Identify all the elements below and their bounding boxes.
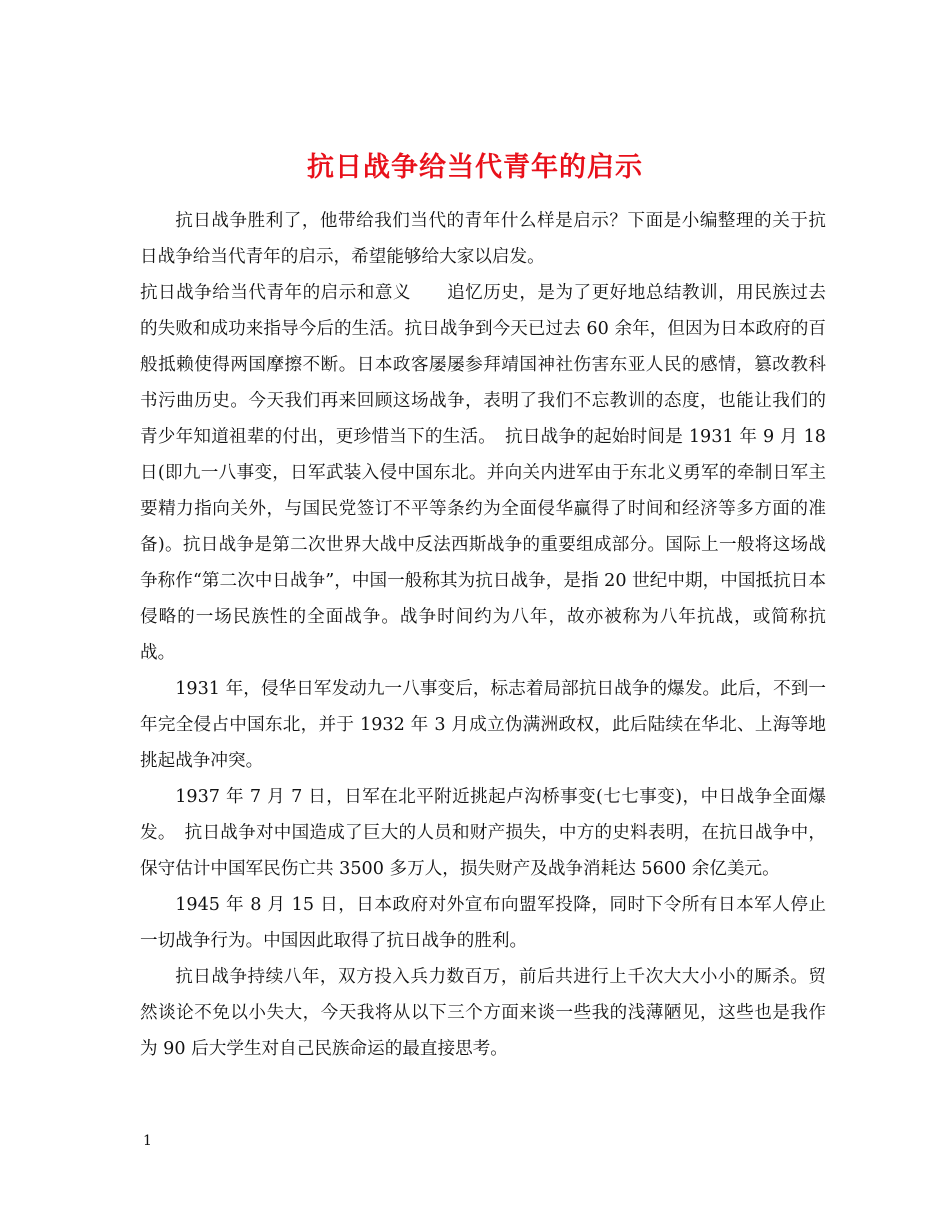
paragraph-significance: 抗日战争给当代青年的启示和意义 追忆历史，是为了更好地总结教训，用民族过去的失败和成功来指导今后的生活。抗日战争到今天已过去 60 余年，但因为日本政府的百般抵赖使得两国摩擦不断。日本政客屡屡参拜靖国神社伤害东亚人民的感情，篡改教科书污曲历史。今天我们再来回顾这场战争，表明了我们不忘教训的态度，也能让我们的青少年知道祖辈的付出，更珍惜当下的生活。 抗日战争的起始时间是 1931 年 9 月 18 日(即九一八事变，日军武装入侵中国东北。并向关内进军由于东北义勇军的牵制日军主要精力指向关外，与国民党签订不平等条约为全面侵华赢得了时间和经济等多方面的准备)。抗日战争是第二次世界大战中反法西斯战争的重要组成部分。国际上一般将这场战争称作“第二次中日战争”，中国一般称其为抗日战争，是指 20 世纪中期，中国抵抗日本侵略的一场民族性的全面战争。战争时间约为八年，故亦被称为八年抗战，或简称抗战。: [140, 283, 826, 663]
paragraph-1931: 1931 年，侵华日军发动九一八事变后，标志着局部抗日战争的爆发。此后，不到一年完全侵占中国东北，并于 1932 年 3 月成立伪满洲政权，此后陆续在华北、上海等地挑起战争冲突。: [140, 679, 826, 771]
paragraph-reflection: 抗日战争持续八年，双方投入兵力数百万，前后共进行上千次大大小小的厮杀。贸然谈论不免以小失大，今天我将从以下三个方面来谈一些我的浅薄陋见，这些也是我作为 90 后大学生对自己民族命运的最直接思考。: [140, 967, 826, 1059]
document-title: 抗日战争给当代青年的启示: [307, 152, 643, 184]
document-body: [140, 203, 826, 1067]
paragraph-1937: 1937 年 7 月 7 日，日军在北平附近挑起卢沟桥事变(七七事变)，中日战争全面爆发。 抗日战争对中国造成了巨大的人员和财产损失，中方的史料表明，在抗日战争中，保守估计中国军民伤亡共 3500 多万人，损失财产及战争消耗达 5600 余亿美元。: [140, 787, 826, 879]
paragraph-intro: 抗日战争胜利了，他带给我们当代的青年什么样是启示？下面是小编整理的关于抗日战争给当代青年的启示，希望能够给大家以启发。: [140, 211, 826, 267]
page-number: 1: [143, 1133, 152, 1149]
paragraph-1945: 1945 年 8 月 15 日，日本政府对外宣布向盟军投降，同时下令所有日本军人停止一切战争行为。中国因此取得了抗日战争的胜利。: [140, 895, 826, 951]
